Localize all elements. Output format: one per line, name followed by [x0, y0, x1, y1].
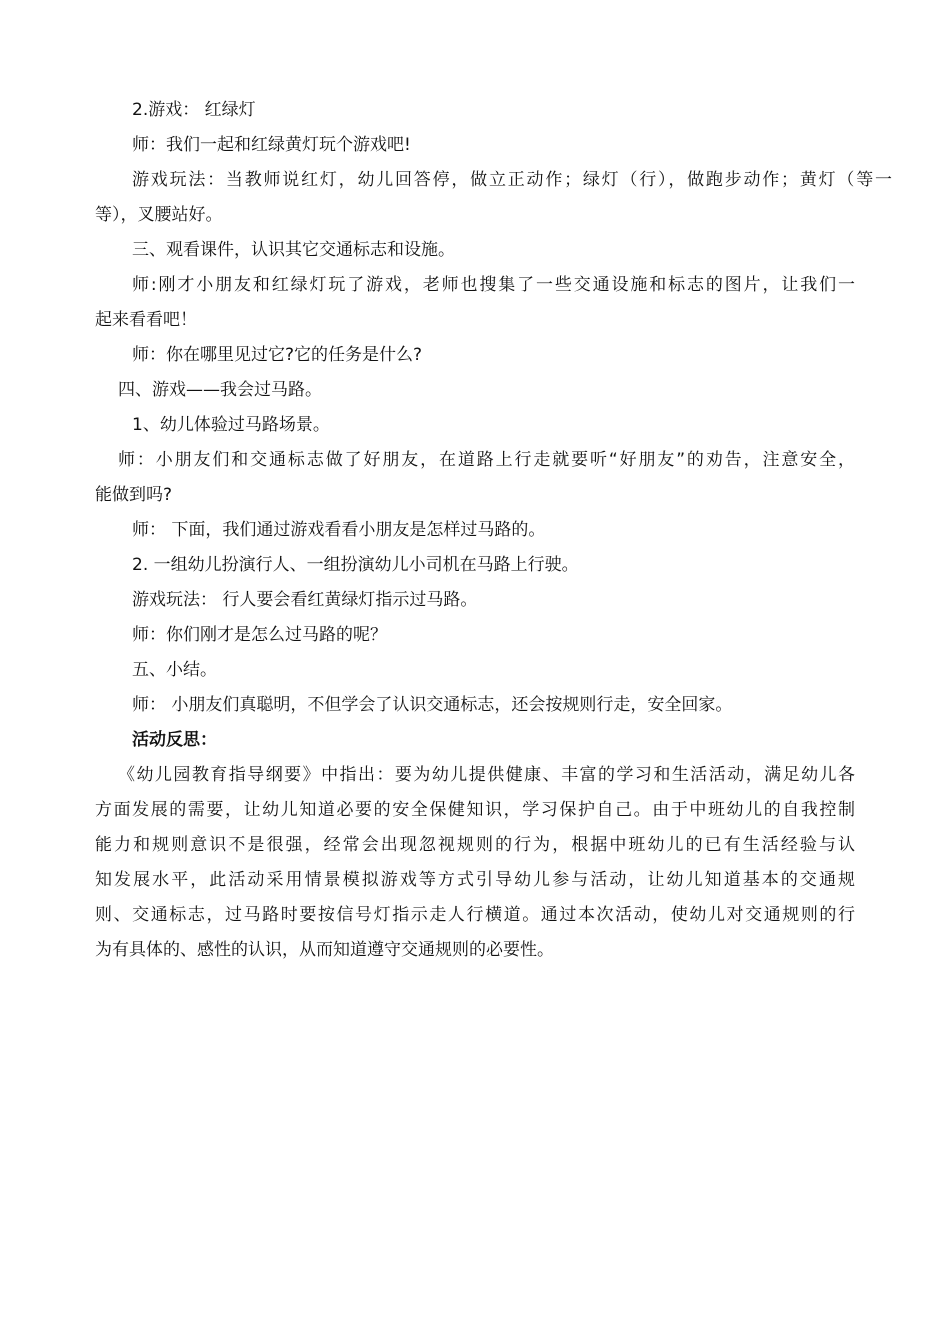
teacher-question: 师：你在哪里见过它?它的任务是什么?: [132, 345, 423, 365]
reflection-paragraph-line: 能力和规则意识不是很强，经常会出现忽视规则的行为，根据中班幼儿的已有生活经验与认: [95, 835, 855, 855]
teacher-line: 师：我们一起和红绿黄灯玩个游戏吧!: [132, 135, 411, 155]
reflection-heading: 活动反思：: [132, 730, 217, 750]
section-three-heading: 三、观看课件，认识其它交通标志和设施。: [132, 240, 455, 260]
reflection-paragraph-line: 方面发展的需要，让幼儿知道必要的安全保健知识，学习保护自己。由于中班幼儿的自我控制: [95, 800, 855, 820]
teacher-line: 师： 下面，我们通过游戏看看小朋友是怎样过马路的。: [132, 520, 546, 540]
section-four-heading: 四、游戏——我会过马路。: [118, 380, 322, 400]
reflection-paragraph-line: 为有具体的、感性的认识，从而知道遵守交通规则的必要性。: [95, 940, 554, 960]
game-rules-line: 游戏玩法：当教师说红灯，幼儿回答停，做立正动作；绿灯（行），做跑步动作；黄灯（等一: [132, 170, 892, 190]
section-five-heading: 五、小结。: [132, 660, 217, 680]
reflection-paragraph-line: 知发展水平，此活动采用情景模拟游戏等方式引导幼儿参与活动，让幼儿知道基本的交通规: [95, 870, 855, 890]
teacher-line-continued: 起来看看吧！: [95, 310, 197, 330]
game-rules-continued: 等），叉腰站好。: [95, 205, 223, 225]
game-heading: 2.游戏： 红绿灯: [132, 100, 256, 120]
game-rules-line: 游戏玩法： 行人要会看红黄绿灯指示过马路。: [132, 590, 478, 610]
teacher-line: 师:刚才小朋友和红绿灯玩了游戏，老师也搜集了一些交通设施和标志的图片，让我们一: [132, 275, 855, 295]
reflection-paragraph-line: 《幼儿园教育指导纲要》中指出：要为幼儿提供健康、丰富的学习和生活活动，满足幼儿各: [118, 765, 855, 785]
step-two: 2. 一组幼儿扮演行人、一组扮演幼儿小司机在马路上行驶。: [132, 555, 579, 575]
teacher-line-continued: 能做到吗?: [95, 485, 173, 505]
teacher-question: 师：你们刚才是怎么过马路的呢？: [132, 625, 387, 645]
step-one: 1、幼儿体验过马路场景。: [132, 415, 330, 435]
reflection-paragraph-line: 则、交通标志，过马路时要按信号灯指示走人行横道。通过本次活动，使幼儿对交通规则的行: [95, 905, 855, 925]
teacher-line: 师： 小朋友们真聪明，不但学会了认识交通标志，还会按规则行走，安全回家。: [132, 695, 733, 715]
teacher-line: 师：小朋友们和交通标志做了好朋友，在道路上行走就要听“好朋友”的劝告，注意安全，: [118, 450, 855, 470]
